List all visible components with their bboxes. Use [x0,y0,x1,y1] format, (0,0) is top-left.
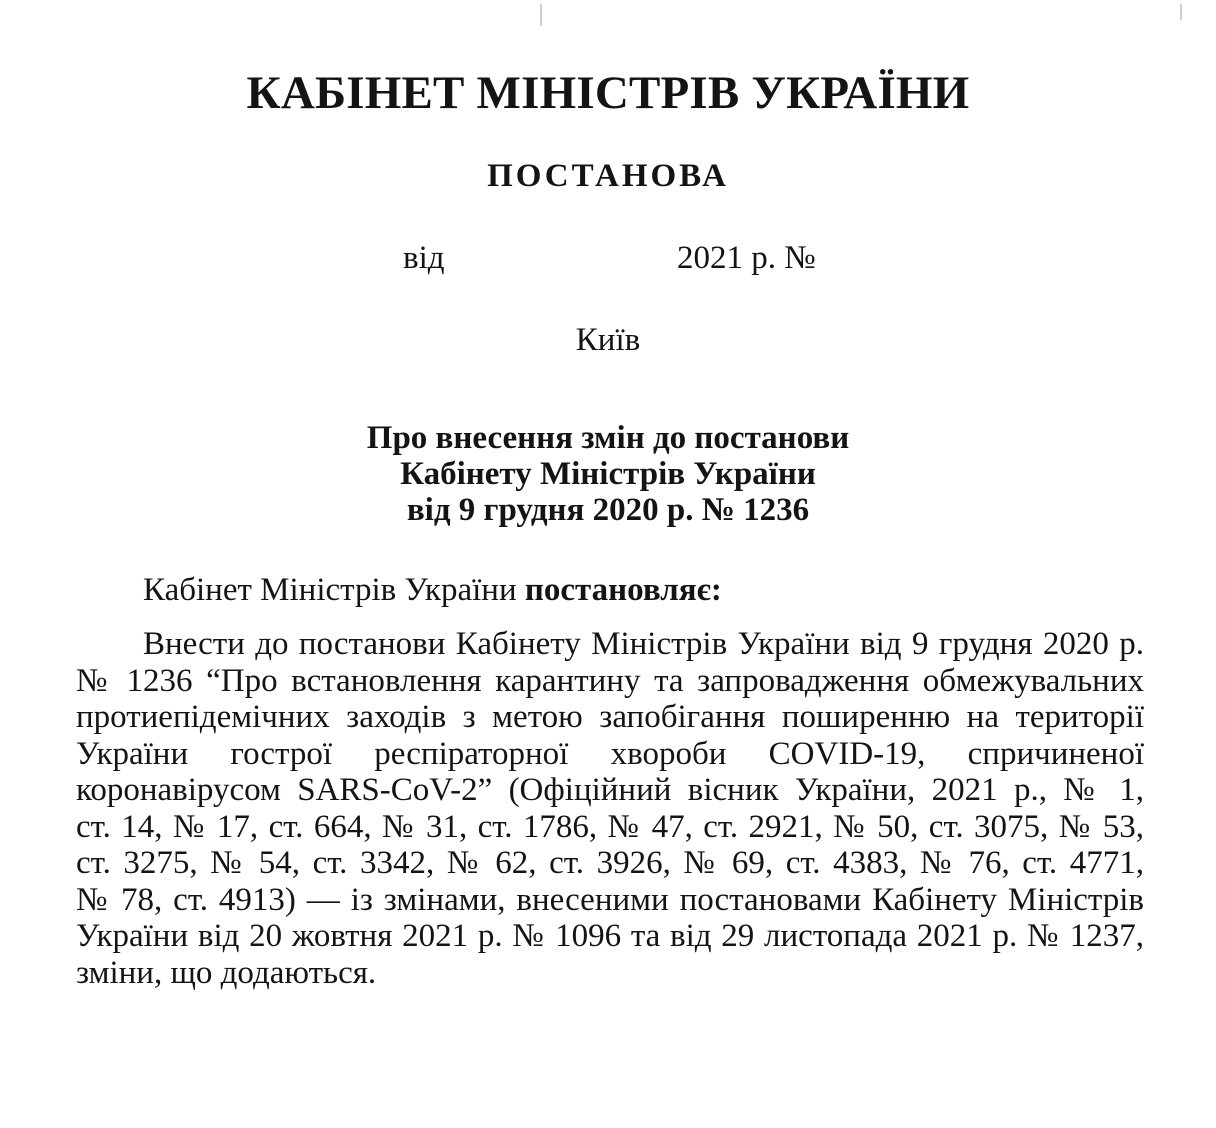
resolution-intro [143,572,722,609]
date-prefix: від [403,240,445,276]
document-subject [0,420,1216,528]
body-line: України від 20 жовтня 2021 р. № 1096 та від 29 листопада 2021 р. № 1237, [76,918,1144,954]
body-line: Внести до постанови Кабінету Міністрів України від 9 грудня 2020 р. [143,626,1144,662]
scan-artifact-mark [1180,4,1182,20]
body-line: ст. 3275, № 54, ст. 3342, № 62, ст. 3926, № 69, ст. 4383, № 76, ст. 4771, [76,845,1144,881]
document-type: ПОСТАНОВА [487,158,729,194]
date-year-number: 2021 р. № [677,240,816,276]
body-line: № 78, ст. 4913) — із змінами, внесеними постановами Кабінету Міністрів [76,881,1144,918]
scan-artifact-mark [540,4,542,26]
resolution-body [76,626,1144,991]
intro-bold-verb: постановляє: [524,572,722,608]
subject-line: Про внесення змін до постанови [366,420,850,456]
organization-title: КАБІНЕТ МІНІСТРІВ УКРАЇНИ [246,67,970,119]
body-line: України гострої респіраторної хвороби COVID-19, спричиненої [76,735,1144,772]
body-line: ст. 14, № 17, ст. 664, № 31, ст. 1786, № 47, ст. 2921, № 50, ст. 3075, № 53, [76,808,1144,845]
subject-line: від 9 грудня 2020 р. № 1236 [406,492,810,528]
body-line: коронавірусом SARS-CoV-2” (Офіційний вісник України, 2021 р., № 1, [76,772,1144,808]
body-line: зміни, що додаються. [76,954,377,991]
subject-line: Кабінету Міністрів України [400,456,816,492]
intro-text: Кабінет Міністрів України [143,572,525,608]
body-line: № 1236 “Про встановлення карантину та запровадження обмежувальних [76,662,1144,699]
city: Київ [575,322,641,358]
body-line: протиепідемічних заходів з метою запобігання поширенню на території [76,699,1144,735]
